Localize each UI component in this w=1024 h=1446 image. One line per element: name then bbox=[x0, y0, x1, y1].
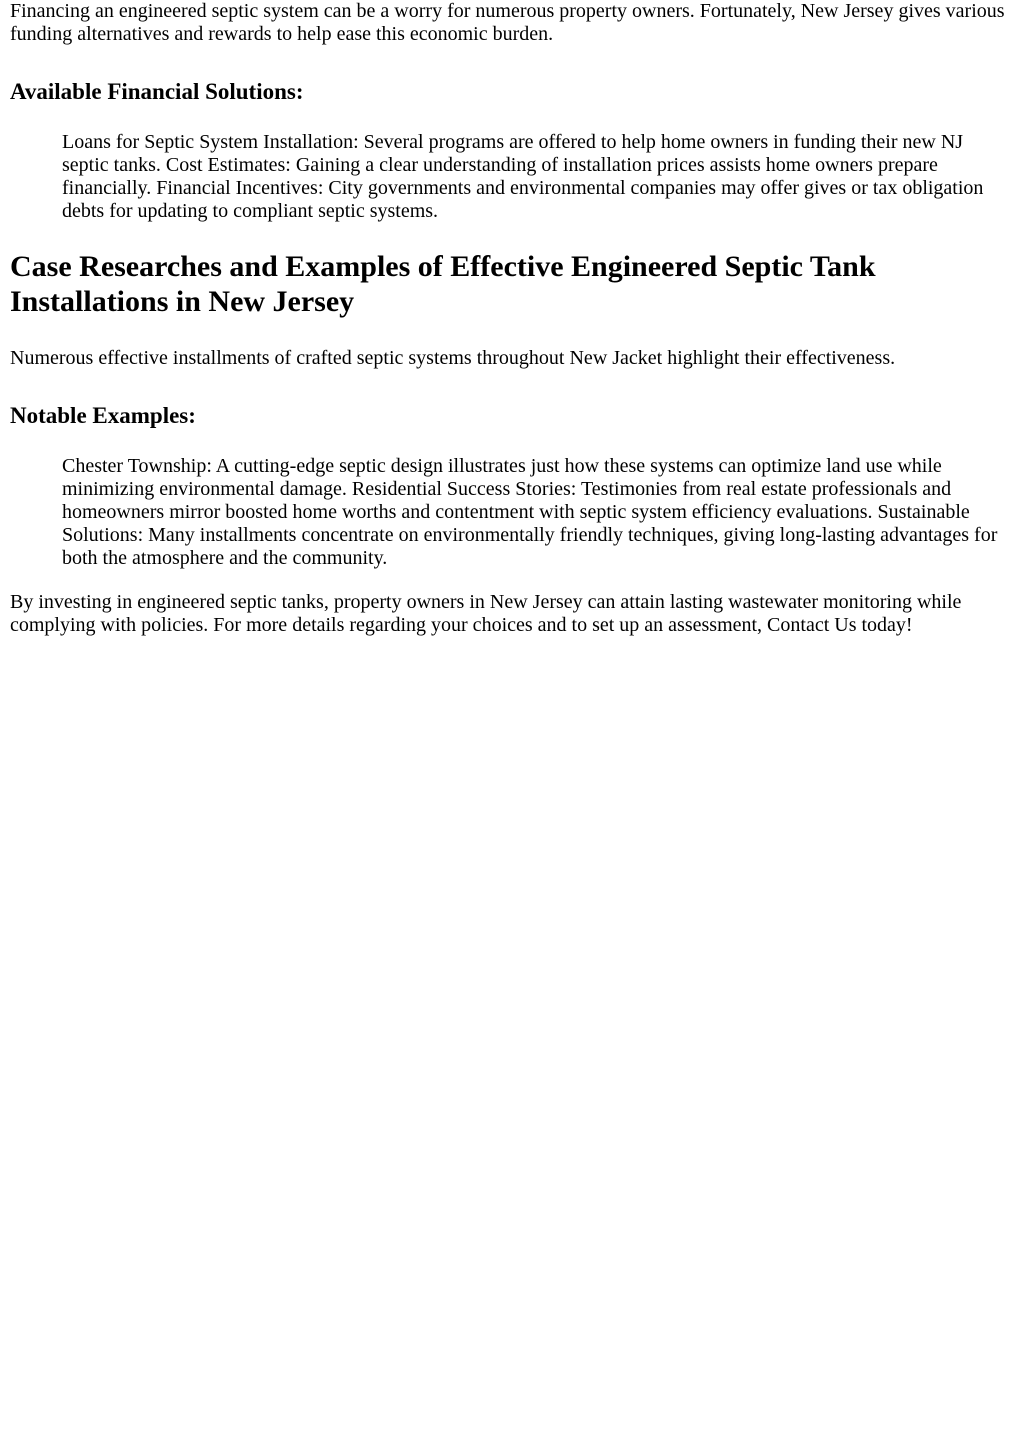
notable-examples-quote: Chester Township: A cutting-edge septic design illustrates just how these systems can optimize land use while minimizing environmental damage. Residential Success Stories: Testimonies from real estate professionals and homeowners mirror boosted home worths and contentment with septic system efficiency evaluations. Sustainable Solutions: Many installments concentrate on environmentally friendly techniques, giving long-lasting advantages for both the atmosphere and the community. bbox=[62, 455, 998, 569]
article-body bbox=[0, 0, 1024, 637]
case-studies-paragraph: Numerous effective installments of crafted septic systems throughout New Jacket highlight their effectiveness. bbox=[10, 347, 896, 369]
intro-paragraph: Financing an engineered septic system can be a worry for numerous property owners. Fortunately, New Jersey gives various funding alternatives and rewards to help ease this economic burden. bbox=[10, 0, 1005, 45]
closing-paragraph: By investing in engineered septic tanks, property owners in New Jersey can attain lasting wastewater monitoring while complying with policies. For more details regarding your choices and to set up an assessment, Contact Us today! bbox=[10, 591, 962, 636]
financial-solutions-heading: Available Financial Solutions: bbox=[10, 79, 304, 104]
case-studies-heading: Case Researches and Examples of Effective Engineered Septic Tank Installations in New Jersey bbox=[10, 250, 876, 318]
notable-examples-heading: Notable Examples: bbox=[10, 403, 196, 428]
financial-solutions-quote: Loans for Septic System Installation: Several programs are offered to help home owners in funding their new NJ septic tanks. Cost Estimates: Gaining a clear understanding of installation prices assists home owners prepare financially. Financial Incentives: City governments and environmental companies may offer gives or tax obligation debts for updating to compliant septic systems. bbox=[62, 131, 984, 222]
